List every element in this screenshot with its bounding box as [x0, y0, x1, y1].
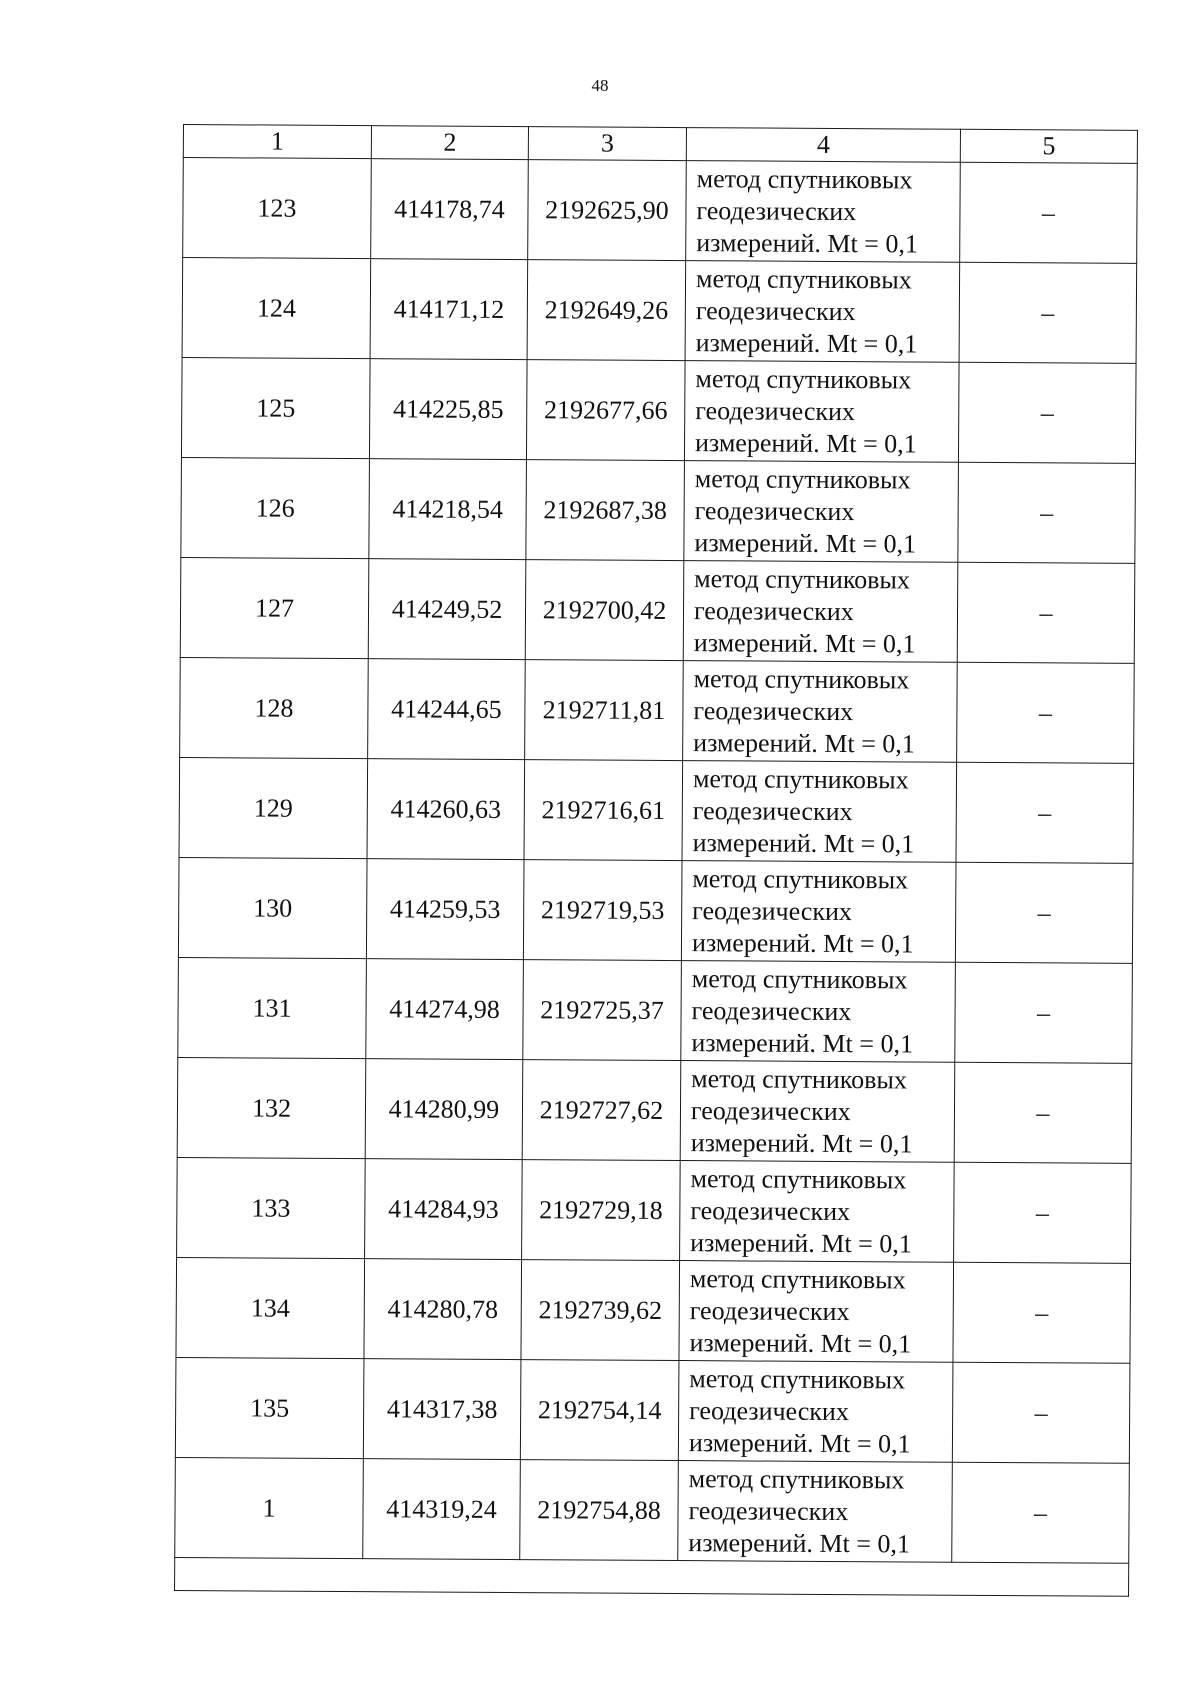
x-coordinate-cell: 414225,85	[369, 359, 527, 460]
table-row	[175, 1457, 1130, 1563]
table-row	[180, 657, 1135, 763]
x-coordinate-cell: 414171,12	[370, 259, 528, 360]
y-coordinate-cell: 2192716,61	[524, 760, 683, 861]
table-row	[183, 158, 1138, 264]
note-cell: –	[957, 562, 1135, 663]
y-coordinate-cell: 2192719,53	[523, 860, 682, 961]
method-line: геодезических	[689, 1395, 849, 1426]
y-coordinate-cell: 2192727,62	[522, 1060, 681, 1161]
x-coordinate-cell: 414280,78	[364, 1259, 522, 1360]
method-line: геодезических	[695, 395, 856, 426]
point-number-cell: 134	[176, 1257, 365, 1358]
table-row	[181, 357, 1136, 463]
note-cell: –	[953, 1262, 1131, 1363]
method-line: геодезических	[691, 995, 852, 1026]
method-line: геодезических	[690, 1195, 851, 1226]
method-cell	[685, 261, 960, 363]
method-line: измерений. Mt = 0,1	[690, 1227, 912, 1258]
note-cell: –	[958, 362, 1136, 463]
method-line: метод спутниковых	[695, 363, 912, 394]
header-col-5: 5	[960, 129, 1137, 163]
point-number-cell: 135	[175, 1357, 364, 1458]
x-coordinate-cell: 414284,93	[365, 1159, 523, 1260]
point-number-cell: 1	[175, 1457, 364, 1558]
method-cell	[680, 1061, 955, 1163]
method-line: метод спутниковых	[694, 463, 911, 494]
empty-footer-cell	[175, 1557, 1129, 1596]
point-number-cell: 126	[181, 457, 370, 558]
point-number-cell: 127	[180, 557, 369, 658]
y-coordinate-cell: 2192711,81	[525, 660, 684, 761]
method-line: метод спутниковых	[689, 1263, 906, 1294]
method-line: измерений. Mt = 0,1	[692, 827, 915, 858]
method-line: метод спутниковых	[692, 863, 909, 894]
note-cell: –	[960, 162, 1138, 263]
empty-footer-row	[175, 1557, 1129, 1596]
method-line: метод спутниковых	[690, 1163, 907, 1194]
table-footer	[175, 1557, 1129, 1596]
note-cell: –	[954, 1162, 1132, 1263]
method-line: измерений. Mt = 0,1	[690, 1127, 913, 1158]
method-line: измерений. Mt = 0,1	[688, 1427, 911, 1458]
method-line: геодезических	[692, 895, 853, 926]
method-line: геодезических	[690, 1095, 851, 1126]
method-line: метод спутниковых	[688, 1463, 905, 1494]
point-number-cell: 133	[177, 1157, 366, 1258]
header-col-3: 3	[528, 127, 686, 161]
point-number-cell: 131	[178, 957, 367, 1058]
method-line: метод спутниковых	[695, 263, 912, 294]
note-cell: –	[956, 762, 1134, 863]
method-cell	[678, 1361, 953, 1463]
method-line: геодезических	[694, 495, 855, 526]
x-coordinate-cell: 414244,65	[368, 659, 526, 760]
note-cell: –	[952, 1462, 1130, 1563]
note-cell: –	[955, 862, 1133, 963]
x-coordinate-cell: 414178,74	[371, 159, 529, 260]
method-cell	[684, 461, 959, 563]
method-line: геодезических	[693, 595, 854, 626]
method-line: геодезических	[689, 1295, 850, 1326]
note-cell: –	[955, 962, 1133, 1063]
note-cell: –	[958, 462, 1136, 563]
y-coordinate-cell: 2192754,88	[520, 1460, 679, 1561]
method-line: метод спутниковых	[692, 763, 909, 794]
x-coordinate-cell: 414317,38	[363, 1359, 521, 1460]
method-cell	[678, 1461, 953, 1563]
table-row	[181, 457, 1136, 563]
method-cell	[683, 561, 958, 663]
note-cell: –	[959, 262, 1137, 363]
method-cell	[683, 661, 958, 763]
y-coordinate-cell: 2192739,62	[521, 1260, 680, 1361]
method-cell	[686, 161, 961, 263]
y-coordinate-cell: 2192754,14	[520, 1360, 679, 1461]
method-line: метод спутниковых	[696, 163, 913, 194]
method-line: геодезических	[693, 695, 854, 726]
y-coordinate-cell: 2192677,66	[526, 360, 685, 461]
method-line: геодезических	[692, 795, 853, 826]
method-line: измерений. Mt = 0,1	[693, 627, 916, 658]
y-coordinate-cell: 2192700,42	[525, 560, 684, 661]
y-coordinate-cell: 2192687,38	[526, 460, 685, 561]
method-line: измерений. Mt = 0,1	[689, 1327, 912, 1358]
method-line: измерений. Mt = 0,1	[695, 327, 918, 358]
method-line: метод спутниковых	[691, 963, 908, 994]
point-number-cell: 125	[181, 357, 370, 458]
x-coordinate-cell: 414274,98	[366, 959, 524, 1060]
point-number-cell: 123	[183, 158, 372, 259]
method-line: измерений. Mt = 0,1	[696, 227, 918, 258]
table-body	[175, 158, 1138, 1564]
method-line: геодезических	[695, 295, 856, 326]
method-line: измерений. Mt = 0,1	[694, 427, 917, 458]
header-col-4: 4	[686, 128, 960, 163]
method-cell	[680, 1161, 955, 1263]
method-line: измерений. Mt = 0,1	[691, 1027, 914, 1058]
method-line: измерений. Mt = 0,1	[691, 927, 914, 958]
x-coordinate-cell: 414259,53	[366, 859, 524, 960]
x-coordinate-cell: 414280,99	[365, 1059, 523, 1160]
method-line: геодезических	[688, 1495, 849, 1526]
x-coordinate-cell: 414218,54	[369, 459, 527, 560]
method-line: измерений. Mt = 0,1	[694, 527, 917, 558]
point-number-cell: 130	[178, 857, 367, 958]
note-cell: –	[952, 1362, 1130, 1463]
y-coordinate-cell: 2192725,37	[523, 960, 682, 1061]
table-row	[178, 857, 1133, 963]
method-cell	[681, 961, 956, 1063]
method-line: геодезических	[696, 195, 857, 226]
table-row	[176, 1257, 1131, 1363]
method-line: метод спутниковых	[693, 663, 910, 694]
method-line: метод спутниковых	[691, 1063, 907, 1094]
method-line: метод спутниковых	[694, 563, 911, 594]
table-row	[178, 957, 1133, 1063]
point-number-cell: 128	[180, 657, 369, 758]
x-coordinate-cell: 414260,63	[367, 759, 525, 860]
note-cell: –	[954, 1062, 1132, 1163]
method-cell	[679, 1261, 954, 1363]
table-row	[182, 258, 1137, 364]
table-row	[180, 557, 1135, 663]
header-col-2: 2	[371, 126, 528, 160]
table-row	[175, 1357, 1130, 1463]
table-row	[179, 757, 1134, 863]
table-row	[177, 1057, 1132, 1163]
header-col-1: 1	[183, 125, 371, 159]
point-number-cell: 129	[179, 757, 368, 858]
method-line: измерений. Mt = 0,1	[688, 1527, 911, 1558]
method-line: измерений. Mt = 0,1	[693, 727, 915, 758]
method-cell	[681, 861, 956, 963]
point-number-cell: 124	[182, 258, 371, 359]
page-number: 48	[591, 76, 609, 95]
x-coordinate-cell: 414319,24	[363, 1459, 521, 1560]
point-number-cell: 132	[177, 1057, 366, 1158]
coordinates-table	[174, 124, 1138, 1597]
x-coordinate-cell: 414249,52	[368, 559, 526, 660]
method-cell	[684, 361, 959, 463]
note-cell: –	[957, 662, 1135, 763]
y-coordinate-cell: 2192729,18	[522, 1160, 681, 1261]
table-row	[177, 1157, 1132, 1263]
y-coordinate-cell: 2192625,90	[528, 160, 687, 261]
method-line: метод спутниковых	[689, 1363, 906, 1394]
method-cell	[682, 761, 957, 863]
y-coordinate-cell: 2192649,26	[527, 260, 686, 361]
